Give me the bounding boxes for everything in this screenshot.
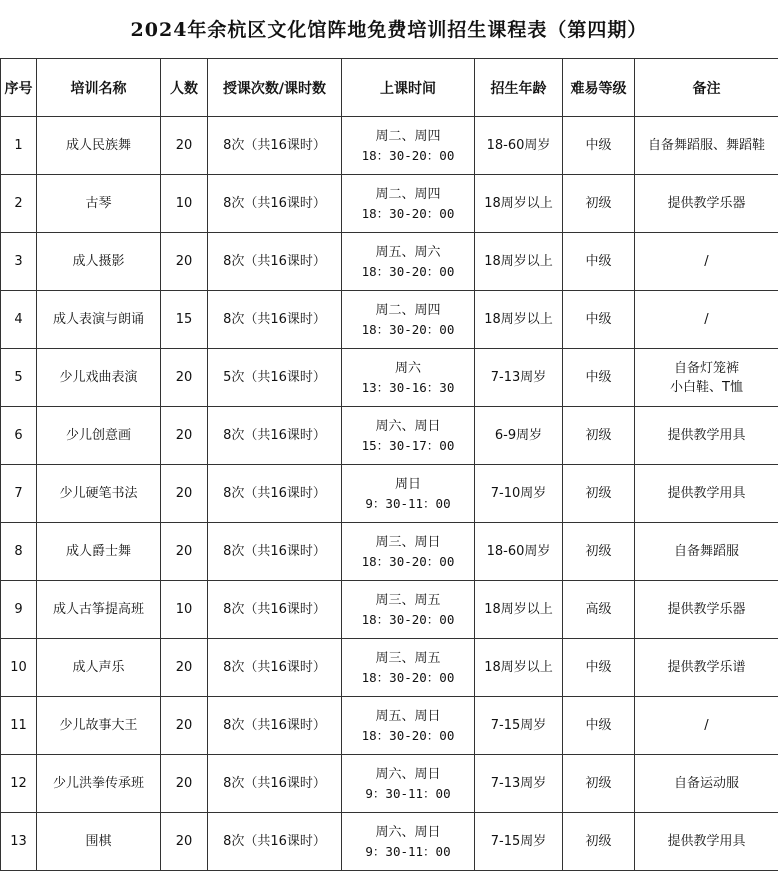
cell-note-line1: / [635, 252, 778, 271]
cell-name: 少儿故事大王 [37, 697, 161, 755]
cell-sessions: 8次（共16课时） [208, 581, 342, 639]
cell-no: 7 [1, 465, 37, 523]
cell-count: 20 [161, 233, 208, 291]
cell-note-line1: / [635, 310, 778, 329]
cell-sessions: 8次（共16课时） [208, 465, 342, 523]
cell-note-line1: 提供教学用具 [635, 426, 778, 445]
header-name: 培训名称 [37, 59, 161, 117]
cell-note-line1: 提供教学用具 [635, 832, 778, 851]
table-row [1, 407, 778, 465]
cell-name: 少儿硬笔书法 [37, 465, 161, 523]
course-table [0, 58, 778, 871]
cell-time [342, 291, 475, 349]
cell-time-days: 周五、周日 [342, 707, 474, 726]
cell-age: 18周岁以上 [475, 581, 563, 639]
table-body [1, 117, 778, 871]
cell-count: 10 [161, 581, 208, 639]
cell-time [342, 639, 475, 697]
cell-note [635, 291, 778, 349]
table-row [1, 523, 778, 581]
cell-time [342, 349, 475, 407]
cell-note [635, 523, 778, 581]
cell-no: 1 [1, 117, 37, 175]
cell-time-days: 周三、周五 [342, 649, 474, 668]
cell-time-hours: 18：30-20：00 [342, 668, 474, 687]
cell-note-line2: 小白鞋、T恤 [635, 378, 778, 397]
cell-age: 18周岁以上 [475, 639, 563, 697]
cell-name: 成人古筝提高班 [37, 581, 161, 639]
cell-time [342, 813, 475, 871]
cell-time-hours: 18：30-20：00 [342, 262, 474, 281]
cell-sessions: 5次（共16课时） [208, 349, 342, 407]
cell-age: 18周岁以上 [475, 233, 563, 291]
cell-sessions: 8次（共16课时） [208, 697, 342, 755]
cell-count: 10 [161, 175, 208, 233]
cell-note-line1: 提供教学乐器 [635, 194, 778, 213]
cell-level: 中级 [563, 639, 635, 697]
table-row [1, 465, 778, 523]
table-header-row [1, 59, 778, 117]
table-row [1, 813, 778, 871]
header-level: 难易等级 [563, 59, 635, 117]
cell-sessions: 8次（共16课时） [208, 813, 342, 871]
cell-no: 6 [1, 407, 37, 465]
table-row [1, 755, 778, 813]
page-title: 2024年余杭区文化馆阵地免费培训招生课程表（第四期） [0, 0, 778, 60]
cell-time-days: 周日 [342, 475, 474, 494]
table-row [1, 291, 778, 349]
cell-sessions: 8次（共16课时） [208, 755, 342, 813]
cell-age: 18-60周岁 [475, 117, 563, 175]
cell-name: 围棋 [37, 813, 161, 871]
cell-note-line1: / [635, 716, 778, 735]
cell-no: 13 [1, 813, 37, 871]
cell-level: 初级 [563, 755, 635, 813]
cell-count: 20 [161, 465, 208, 523]
header-time: 上课时间 [342, 59, 475, 117]
cell-note-line1: 自备舞蹈服 [635, 542, 778, 561]
cell-time-hours: 18：30-20：00 [342, 320, 474, 339]
cell-time-days: 周六 [342, 359, 474, 378]
cell-sessions: 8次（共16课时） [208, 291, 342, 349]
cell-time-days: 周三、周日 [342, 533, 474, 552]
cell-name: 少儿洪拳传承班 [37, 755, 161, 813]
cell-level: 中级 [563, 117, 635, 175]
cell-count: 20 [161, 697, 208, 755]
cell-time-days: 周二、周四 [342, 301, 474, 320]
cell-count: 20 [161, 407, 208, 465]
cell-time-hours: 18：30-20：00 [342, 552, 474, 571]
cell-time [342, 175, 475, 233]
cell-name: 成人民族舞 [37, 117, 161, 175]
cell-name: 少儿戏曲表演 [37, 349, 161, 407]
cell-count: 15 [161, 291, 208, 349]
cell-note [635, 175, 778, 233]
cell-age: 7-13周岁 [475, 755, 563, 813]
cell-level: 初级 [563, 523, 635, 581]
cell-age: 18周岁以上 [475, 175, 563, 233]
header-age: 招生年龄 [475, 59, 563, 117]
cell-no: 2 [1, 175, 37, 233]
cell-level: 初级 [563, 407, 635, 465]
cell-note-line1: 自备运动服 [635, 774, 778, 793]
cell-note-line1: 自备灯笼裤 [635, 359, 778, 378]
cell-note [635, 755, 778, 813]
cell-note [635, 581, 778, 639]
cell-time-hours: 18：30-20：00 [342, 204, 474, 223]
cell-count: 20 [161, 755, 208, 813]
table-row [1, 233, 778, 291]
cell-name: 成人声乐 [37, 639, 161, 697]
cell-age: 18-60周岁 [475, 523, 563, 581]
cell-no: 9 [1, 581, 37, 639]
cell-sessions: 8次（共16课时） [208, 407, 342, 465]
cell-note-line1: 提供教学乐谱 [635, 658, 778, 677]
cell-time-hours: 18：30-20：00 [342, 610, 474, 629]
cell-note [635, 407, 778, 465]
cell-level: 中级 [563, 697, 635, 755]
cell-level: 初级 [563, 175, 635, 233]
cell-note [635, 349, 778, 407]
header-no: 序号 [1, 59, 37, 117]
table-row [1, 581, 778, 639]
cell-age: 18周岁以上 [475, 291, 563, 349]
cell-time [342, 465, 475, 523]
cell-note-line1: 提供教学乐器 [635, 600, 778, 619]
table-row [1, 697, 778, 755]
cell-age: 6-9周岁 [475, 407, 563, 465]
cell-no: 3 [1, 233, 37, 291]
cell-time [342, 117, 475, 175]
cell-time-days: 周三、周五 [342, 591, 474, 610]
cell-age: 7-13周岁 [475, 349, 563, 407]
cell-note-line1: 自备舞蹈服、舞蹈鞋 [635, 136, 778, 155]
cell-time [342, 233, 475, 291]
cell-sessions: 8次（共16课时） [208, 175, 342, 233]
cell-time-hours: 15：30-17：00 [342, 436, 474, 455]
cell-time-hours: 9：30-11：00 [342, 784, 474, 803]
cell-level: 高级 [563, 581, 635, 639]
header-sessions: 授课次数/课时数 [208, 59, 342, 117]
cell-time-hours: 13：30-16：30 [342, 378, 474, 397]
cell-no: 12 [1, 755, 37, 813]
cell-count: 20 [161, 639, 208, 697]
cell-count: 20 [161, 117, 208, 175]
cell-time-days: 周二、周四 [342, 185, 474, 204]
cell-note [635, 117, 778, 175]
cell-count: 20 [161, 813, 208, 871]
cell-note-line1: 提供教学用具 [635, 484, 778, 503]
cell-level: 初级 [563, 465, 635, 523]
cell-time-days: 周六、周日 [342, 417, 474, 436]
cell-time-hours: 18：30-20：00 [342, 726, 474, 745]
cell-time [342, 697, 475, 755]
cell-time-days: 周六、周日 [342, 823, 474, 842]
cell-sessions: 8次（共16课时） [208, 523, 342, 581]
cell-note [635, 465, 778, 523]
cell-level: 中级 [563, 291, 635, 349]
cell-time-days: 周五、周六 [342, 243, 474, 262]
cell-no: 5 [1, 349, 37, 407]
cell-no: 8 [1, 523, 37, 581]
table-row [1, 175, 778, 233]
cell-no: 11 [1, 697, 37, 755]
cell-sessions: 8次（共16课时） [208, 233, 342, 291]
cell-age: 7-15周岁 [475, 697, 563, 755]
cell-time [342, 523, 475, 581]
cell-no: 4 [1, 291, 37, 349]
cell-count: 20 [161, 523, 208, 581]
cell-level: 中级 [563, 349, 635, 407]
cell-level: 初级 [563, 813, 635, 871]
cell-time [342, 581, 475, 639]
cell-level: 中级 [563, 233, 635, 291]
cell-name: 成人摄影 [37, 233, 161, 291]
cell-note [635, 639, 778, 697]
cell-time-hours: 9：30-11：00 [342, 494, 474, 513]
cell-note [635, 233, 778, 291]
table-row [1, 117, 778, 175]
cell-time-hours: 9：30-11：00 [342, 842, 474, 861]
cell-name: 古琴 [37, 175, 161, 233]
cell-count: 20 [161, 349, 208, 407]
cell-name: 成人爵士舞 [37, 523, 161, 581]
cell-age: 7-15周岁 [475, 813, 563, 871]
table-row [1, 639, 778, 697]
cell-time-days: 周二、周四 [342, 127, 474, 146]
cell-no: 10 [1, 639, 37, 697]
cell-age: 7-10周岁 [475, 465, 563, 523]
cell-sessions: 8次（共16课时） [208, 117, 342, 175]
cell-name: 成人表演与朗诵 [37, 291, 161, 349]
table-row [1, 349, 778, 407]
cell-time [342, 755, 475, 813]
cell-name: 少儿创意画 [37, 407, 161, 465]
cell-time-days: 周六、周日 [342, 765, 474, 784]
header-note: 备注 [635, 59, 778, 117]
header-count: 人数 [161, 59, 208, 117]
cell-sessions: 8次（共16课时） [208, 639, 342, 697]
cell-note [635, 813, 778, 871]
cell-time [342, 407, 475, 465]
cell-note [635, 697, 778, 755]
cell-time-hours: 18：30-20：00 [342, 146, 474, 165]
